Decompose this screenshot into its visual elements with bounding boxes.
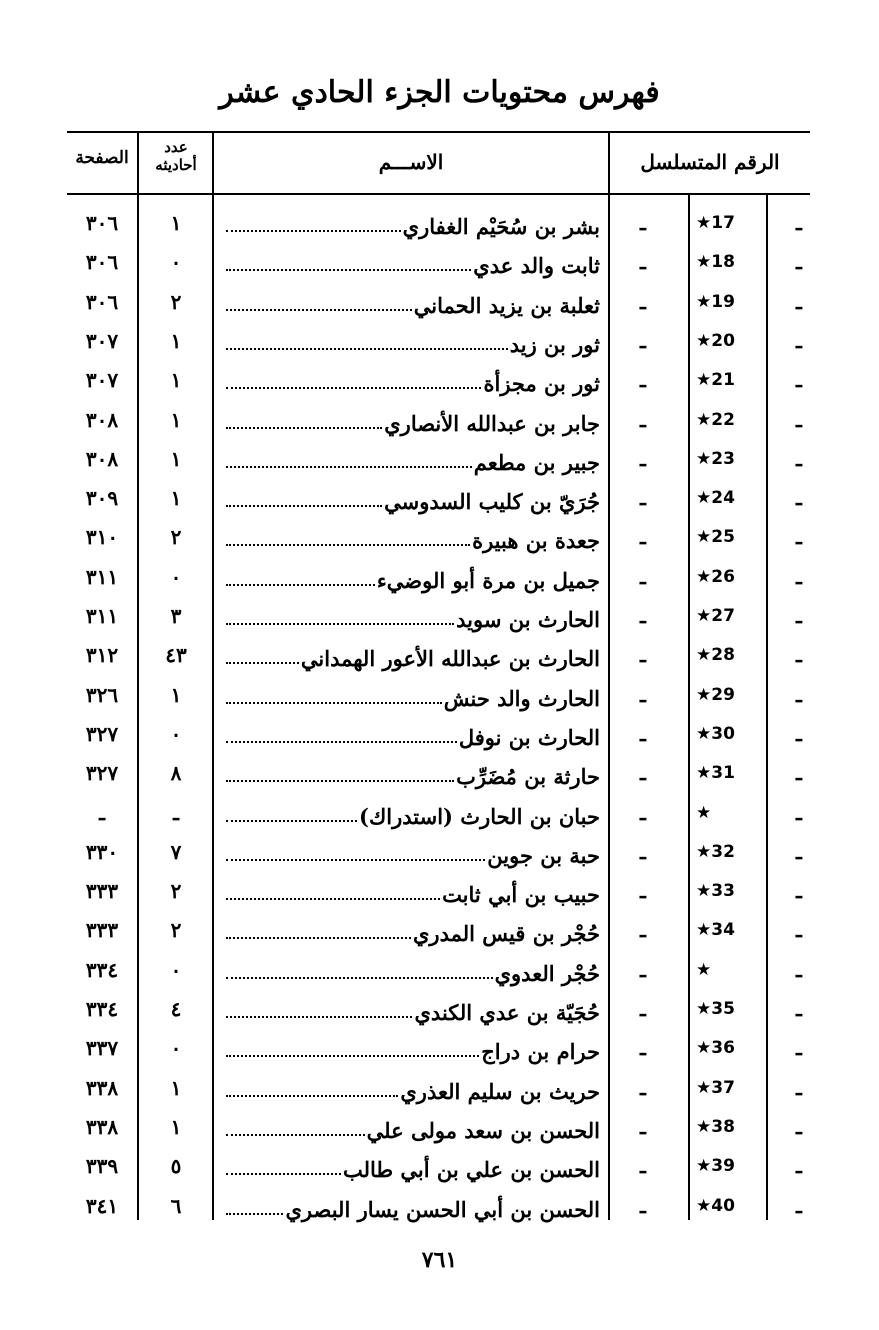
table-row [0,1030,879,1069]
row-dash: ـ [640,643,646,668]
row-dash: ـ [640,211,646,235]
row-name-cell [220,757,600,789]
row-dash: ـ [796,604,802,628]
row-dash: ـ [640,525,646,550]
dot-leader [226,859,485,861]
dot-leader [226,820,357,822]
row-name: حُجْر بن قيس المدري [412,921,600,947]
row-name-cell [220,286,600,318]
row-serial: ★24 [696,488,735,509]
dot-leader [226,544,470,546]
row-name-cell [220,404,600,436]
row-dash: ـ [640,721,646,746]
row-dash: ـ [640,918,646,943]
row-count: ٠ [170,564,182,589]
row-dash: ـ [796,879,802,904]
table-row [0,1070,879,1109]
row-serial: ★18 [696,252,735,273]
row-page: ٣١١ [85,604,119,628]
row-name-cell [220,561,600,593]
row-name: حرام بن دراج [481,1039,600,1065]
dot-leader [226,898,440,900]
row-serial: ★17 [696,213,735,233]
row-name-cell [220,954,600,986]
table-row [0,834,879,873]
dot-leader [226,937,411,939]
row-dash: ـ [796,407,802,432]
dot-leader [226,387,481,389]
row-name: حُجْر العدوي [494,960,600,986]
row-dash: ـ [640,682,646,707]
table-row [0,873,879,912]
row-dash: ـ [640,761,646,786]
row-name: حبان بن الحارث (استدراك) [359,803,600,829]
row-page: ٣٠٨ [85,407,119,432]
row-name-cell [220,639,600,671]
table-row [0,480,879,519]
row-dash: ـ [796,682,802,707]
row-name-cell [220,482,600,514]
table-row [0,559,879,598]
row-name: الحسن بن سعد مولى علي [366,1117,600,1143]
row-count: ١ [170,211,182,235]
row-name: جميل بن مرة أبو الوضيء [376,567,600,593]
table-top-rule [67,131,810,133]
table-row [0,284,879,323]
row-dash: ـ [640,997,646,1021]
table-row [0,205,879,244]
row-name: حُجَيّة بن عدي الكندي [414,1000,600,1025]
row-count: ١ [170,1075,182,1100]
row-page: ٣٠٦ [85,250,119,275]
table-row [0,677,879,716]
dot-leader [226,348,508,350]
row-dash: ـ [640,800,646,825]
row-serial: ★29 [696,684,735,705]
row-serial: ★21 [696,370,735,391]
row-count: ١ [170,486,182,511]
row-name-cell [220,1072,600,1104]
dot-leader [226,623,454,625]
row-serial: ★23 [696,448,735,469]
row-count: ١ [170,682,182,707]
row-page: ٣٢٦ [85,682,119,707]
row-page: ٣٣٤ [85,997,119,1021]
header-count [140,138,212,174]
row-name-cell [220,797,600,829]
row-dash: ـ [640,879,646,904]
row-serial: ★40 [696,1195,735,1216]
row-dash: ـ [796,328,802,353]
row-dash: ـ [640,957,646,982]
table-row [0,598,879,637]
row-count: ٠ [170,250,182,275]
table-row [0,755,879,794]
row-name-cell [220,443,600,475]
row-dash: ـ [640,328,646,353]
dot-leader [226,1134,365,1136]
row-page: ٣٣٠ [85,839,119,864]
row-serial: ★27 [696,606,735,626]
row-count: ١ [170,446,182,471]
row-dash: ـ [796,997,802,1021]
row-name-cell [220,1111,600,1143]
dot-leader [226,269,471,271]
row-name: ثور بن مجزأة [483,371,600,397]
table-row [0,519,879,558]
row-dash: ـ [640,1193,646,1218]
row-dash: ـ [640,407,646,432]
row-name-cell [220,1190,600,1222]
row-name-cell [220,875,600,907]
row-serial: ★ [696,959,712,980]
row-count: ١ [170,368,182,393]
table-header-rule [67,193,810,195]
row-name: حريث بن سليم العذري [400,1078,600,1104]
table-row [0,402,879,441]
dot-leader [226,309,412,311]
row-dash: ـ [796,800,802,825]
row-name: حبيب بن أبي ثابت [442,882,600,908]
row-count: ـ [173,800,179,825]
row-name-cell [220,364,600,396]
row-name: الحارث بن نوفل [458,724,600,750]
row-name-cell [220,521,600,553]
row-serial: ★25 [696,527,735,548]
dot-leader [226,466,472,468]
row-page: ٣٣٨ [85,1075,119,1100]
row-count: ٧ [170,839,182,864]
row-name-cell [220,679,600,711]
dot-leader [226,1055,479,1057]
dot-leader [226,584,375,586]
row-dash: ـ [796,1154,802,1179]
row-dash: ـ [796,1036,802,1061]
row-count: ٦ [170,1193,182,1218]
row-name: ثور بن زيد [509,331,600,357]
row-dash: ـ [796,839,802,864]
dot-leader [226,741,457,743]
row-name: جبير بن مطعم [473,449,600,475]
row-dash: ـ [796,957,802,982]
row-name: ثابت والد عدي [473,253,600,279]
table-row [0,244,879,283]
table-row [0,1148,879,1187]
row-name: حارثة بن مُضَرِّب [456,764,600,790]
row-dash: ـ [796,486,802,511]
row-serial: ★22 [696,409,735,430]
header-count-line2: أحاديثه [155,156,197,174]
row-dash: ـ [640,1075,646,1100]
row-count: ٢ [170,525,182,550]
table-row [0,991,879,1030]
row-dash: ـ [640,368,646,393]
row-page: ٣٣٧ [85,1036,119,1061]
dot-leader [226,1016,412,1018]
row-count: ٤ [170,997,182,1021]
row-name-cell [220,1150,600,1182]
row-count: ٤٣ [165,643,187,668]
row-name-cell [220,718,600,750]
header-name: الاســـم [378,150,444,174]
row-name-cell [220,993,600,1025]
dot-leader [226,702,442,704]
table-row [0,441,879,480]
row-name: جعدة بن هبيرة [472,528,600,554]
row-count: ٠ [170,957,182,982]
row-dash: ـ [640,604,646,628]
row-page: ٣١٢ [85,643,119,668]
row-page: ٣٠٦ [85,289,119,314]
row-name-cell [220,207,600,239]
page-title: فهرس محتويات الجزء الحادي عشر [219,75,660,110]
row-count: ٢ [170,918,182,943]
row-name: الحسن بن أبي الحسن يسار البصري [285,1196,600,1222]
row-dash: ـ [796,368,802,393]
row-dash: ـ [640,564,646,589]
dot-leader [226,662,299,664]
row-page: ٣٣٣ [85,918,119,943]
row-name: جُرَيّ بن كليب السدوسي [384,489,600,515]
row-serial: ★39 [696,1156,735,1177]
row-page: ٣٢٧ [85,761,119,786]
row-page: ٣١١ [85,564,119,589]
dot-leader [226,1213,283,1215]
row-dash: ـ [796,289,802,314]
row-name: الحارث بن سويد [456,607,600,632]
dot-leader [226,230,401,232]
row-serial: ★19 [696,291,735,312]
row-dash: ـ [640,1036,646,1061]
table-row [0,323,879,362]
dot-leader [226,1095,398,1097]
row-name: الحارث والد حنش [443,685,600,711]
row-serial: ★20 [696,330,735,351]
row-count: ٠ [170,721,182,746]
row-page: ٣٠٦ [85,211,119,235]
row-name-cell [220,836,600,868]
table-row [0,952,879,991]
row-count: ٠ [170,1036,182,1061]
row-dash: ـ [640,1114,646,1139]
row-page: ٣٠٩ [85,486,119,511]
row-serial: ★37 [696,1077,735,1098]
row-page: ٣٠٧ [85,328,119,353]
row-dash: ـ [796,1075,802,1100]
row-count: ٨ [170,761,182,786]
row-count: ٥ [170,1154,182,1179]
header-count-line1: عدد [164,138,188,156]
row-dash: ـ [796,525,802,550]
row-page: ٣٣٨ [85,1114,119,1139]
dot-leader [226,505,382,507]
row-dash: ـ [796,564,802,589]
row-serial: ★ [696,802,712,823]
row-serial: ★35 [696,999,735,1019]
dot-leader [226,1173,341,1175]
row-serial: ★26 [696,566,735,587]
row-dash: ـ [796,761,802,786]
row-dash: ـ [640,250,646,275]
row-count: ١ [170,328,182,353]
row-count: ٣ [170,604,182,628]
header-page: الصفحة [75,148,129,168]
row-name: ثعلبة بن يزيد الحماني [413,292,600,318]
row-serial: ★33 [696,881,735,902]
row-serial: ★32 [696,841,735,862]
row-page: ٣٠٧ [85,368,119,393]
dot-leader [226,427,382,429]
row-dash: ـ [796,211,802,235]
row-page: ـ [99,800,105,825]
row-dash: ـ [640,289,646,314]
row-name-cell [220,1032,600,1064]
table-row [0,637,879,676]
row-count: ١ [170,407,182,432]
row-dash: ـ [796,250,802,275]
row-page: ٣٣٣ [85,879,119,904]
row-dash: ـ [796,446,802,471]
row-page: ٣٠٨ [85,446,119,471]
row-dash: ـ [640,446,646,471]
row-dash: ـ [640,839,646,864]
row-name: الحارث بن عبدالله الأعور الهمداني [300,646,600,672]
page-number: ٧٦١ [421,1247,458,1273]
row-page: ٣٤١ [85,1193,119,1218]
dot-leader [226,977,493,979]
row-page: ٣٣٩ [85,1154,119,1179]
row-name: الحسن بن علي بن أبي طالب [342,1157,600,1183]
row-page: ٣٣٤ [85,957,119,982]
row-name: حبة بن جوين [487,842,600,868]
row-name: بشر بن سُحَيْم الغفاري [402,214,600,239]
row-serial: ★31 [696,763,735,784]
row-serial: ★36 [696,1038,735,1059]
row-dash: ـ [796,1193,802,1218]
row-dash: ـ [796,721,802,746]
row-page: ٣١٠ [85,525,119,550]
row-count: ١ [170,1114,182,1139]
table-row [0,1109,879,1148]
row-count: ٢ [170,879,182,904]
row-serial: ★30 [696,723,735,744]
row-name-cell [220,325,600,357]
row-dash: ـ [796,643,802,668]
row-dash: ـ [640,486,646,511]
row-name-cell [220,246,600,278]
row-serial: ★38 [696,1116,735,1137]
header-serial: الرقم المتسلسل [640,150,780,174]
row-dash: ـ [796,1114,802,1139]
table-row [0,362,879,401]
table-row [0,912,879,951]
table-row [0,795,879,834]
dot-leader [226,780,454,782]
row-count: ٢ [170,289,182,314]
row-name-cell [220,600,600,632]
row-dash: ـ [796,918,802,943]
table-row [0,1188,879,1227]
table-row [0,716,879,755]
row-serial: ★34 [696,920,735,941]
row-dash: ـ [640,1154,646,1179]
row-name: جابر بن عبدالله الأنصاري [384,410,600,436]
row-serial: ★28 [696,645,735,666]
row-name-cell [220,914,600,946]
row-page: ٣٢٧ [85,721,119,746]
